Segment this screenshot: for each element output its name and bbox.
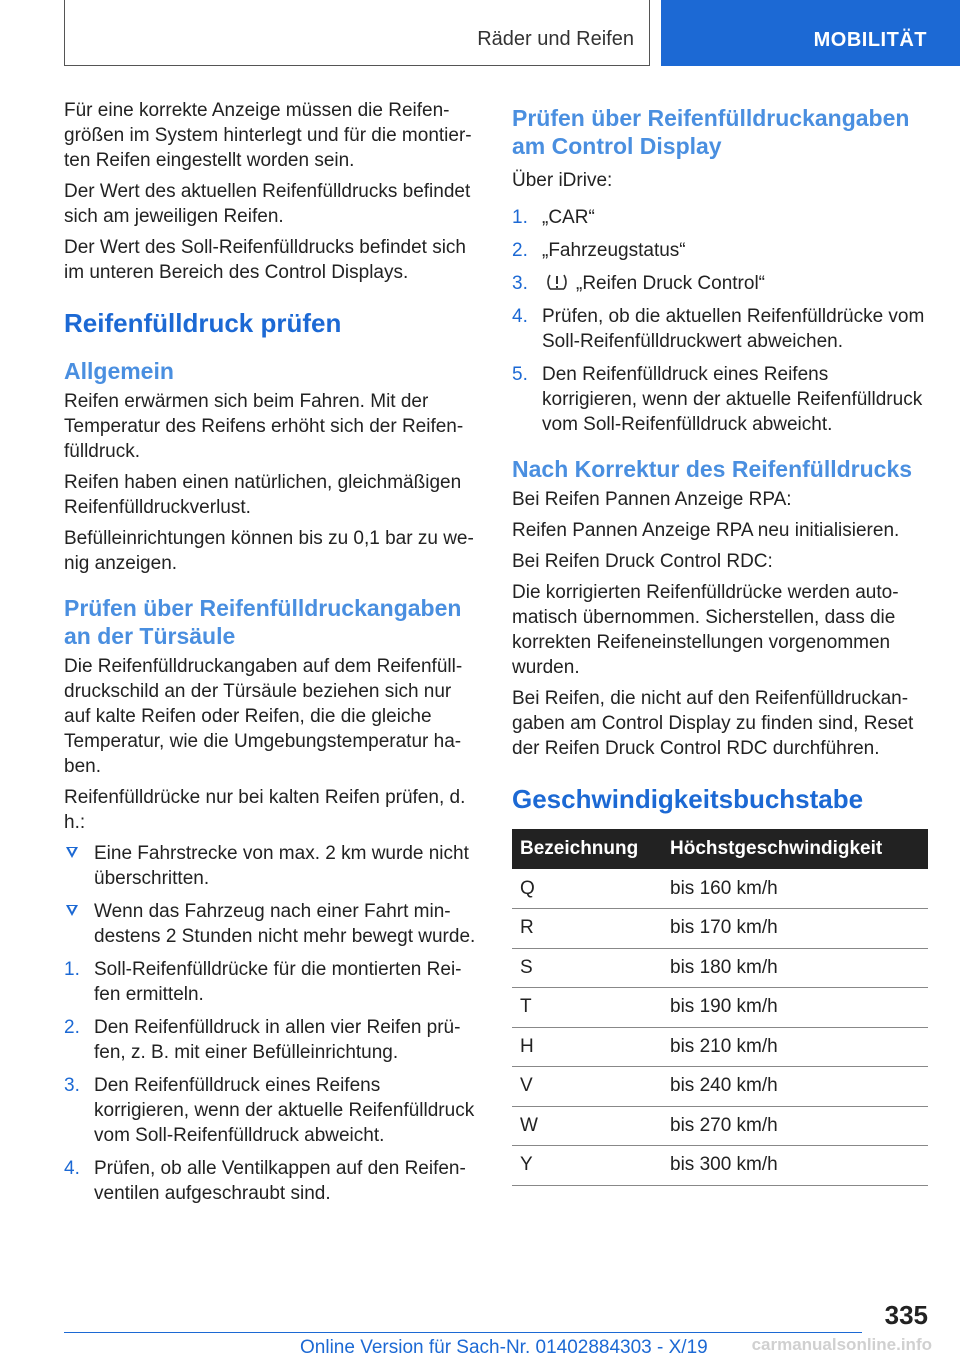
- step-text: Prüfen, ob alle Ventilkappen auf den Reifenventilen aufgeschraubt sind.: [94, 1158, 466, 1204]
- step-number: 4.: [64, 1158, 80, 1179]
- step-item: [64, 1073, 480, 1148]
- speed-letter: H: [512, 1027, 662, 1067]
- intro-paragraph: Der Wert des aktuellen Reifenfülldrucks befindet sich am jeweiligen Reifen.: [64, 181, 471, 227]
- section-heading-reifenfuelldruck: Reifenfülldruck prüfen: [64, 308, 342, 338]
- table-row: [512, 1067, 928, 1107]
- triangle-bullet-icon: [66, 847, 78, 858]
- left-column: [64, 98, 480, 1214]
- paragraph: Reifen Pannen Anzeige RPA neu initialisieren.: [512, 520, 900, 541]
- step-number: 2.: [512, 240, 528, 261]
- right-column: [512, 98, 928, 1186]
- list-item-text: Eine Fahrstrecke von max. 2 km wurde nicht überschritten.: [94, 843, 469, 889]
- bullet-list: [64, 841, 480, 949]
- footer-divider: [64, 1332, 862, 1333]
- step-text: „Fahrzeugstatus“: [542, 240, 686, 261]
- column-header-bezeichnung: Bezeichnung: [512, 829, 662, 869]
- subheading-tuersaeule: Prüfen über Reifenfülldruckangaben an der Türsäule: [64, 595, 462, 649]
- speed-letter: S: [512, 948, 662, 988]
- paragraph: Die korrigierten Reifenfülldrücke werden automatisch übernommen. Sicherstellen, dass die korrekten Reifeneinstellungen vorgenommen wurden.: [512, 582, 899, 678]
- step-text: Den Reifenfülldruck in allen vier Reifen prüfen, z. B. mit einer Befülleinrichtung.: [94, 1017, 461, 1063]
- step-text: „CAR“: [542, 207, 595, 228]
- speed-value: bis 240 km/h: [662, 1067, 928, 1107]
- step-number: 3.: [64, 1075, 80, 1096]
- header-chapter-tab[interactable]: [661, 0, 960, 66]
- step-number: 5.: [512, 364, 528, 385]
- paragraph: Über iDrive:: [512, 170, 613, 191]
- speed-value: bis 210 km/h: [662, 1027, 928, 1067]
- triangle-bullet-icon: [66, 905, 78, 916]
- watermark: carmanualsonline.info: [751, 1335, 932, 1354]
- table-row: [512, 1106, 928, 1146]
- section-heading-speed: Geschwindigkeitsbuchstabe: [512, 784, 864, 814]
- step-item: [512, 271, 928, 296]
- speed-value: bis 170 km/h: [662, 909, 928, 949]
- step-number: 1.: [512, 207, 528, 228]
- step-item: [64, 957, 480, 1007]
- step-item: [512, 304, 928, 354]
- page-number: 335: [884, 1300, 928, 1330]
- table-row: [512, 948, 928, 988]
- step-item: [512, 238, 928, 263]
- table-row: [512, 869, 928, 909]
- speed-letter: Y: [512, 1146, 662, 1186]
- speed-value: bis 180 km/h: [662, 948, 928, 988]
- step-text: Soll-Reifenfülldrücke für die montierten Reifen ermitteln.: [94, 959, 462, 1005]
- step-text: Prüfen, ob die aktuellen Reifenfülldrücke vom Soll-Reifenfülldruckwert abweichen.: [542, 306, 925, 352]
- list-item: [64, 841, 480, 891]
- paragraph: Bei Reifen, die nicht auf den Reifenfülldruckangaben am Control Display zu finden sind, Reset der Reifen Druck Control RDC durchführen.: [512, 688, 914, 759]
- paragraph: Reifenfülldrücke nur bei kalten Reifen prüfen, d. h.:: [64, 787, 466, 833]
- step-number: 1.: [64, 959, 80, 980]
- step-text: Den Reifenfülldruck eines Reifens korrigieren, wenn der aktuelle Reifenfülldruck vom Soll-Reifenfülldruck abweicht.: [94, 1075, 475, 1146]
- paragraph: Befülleinrichtungen können bis zu 0,1 bar zu wenig anzeigen.: [64, 528, 474, 574]
- table-row: [512, 1146, 928, 1186]
- tire-pressure-warning-icon: [544, 272, 570, 292]
- paragraph: Bei Reifen Druck Control RDC:: [512, 551, 773, 572]
- paragraph: Die Reifenfülldruckangaben auf dem Reifenfülldruckschild an der Türsäule beziehen sich nur auf kalte Reifen oder Reifen, die die gleiche Temperatur, wie die Umgebungstemperatur haben.: [64, 656, 463, 777]
- numbered-steps: [64, 957, 480, 1206]
- speed-letter: T: [512, 988, 662, 1028]
- step-item: [64, 1015, 480, 1065]
- speed-value: bis 270 km/h: [662, 1106, 928, 1146]
- step-item: [64, 1156, 480, 1206]
- paragraph: Bei Reifen Pannen Anzeige RPA:: [512, 489, 792, 510]
- header-chapter-label: MOBILITÄT: [813, 29, 927, 51]
- step-item: [512, 205, 928, 230]
- paragraph: Reifen haben einen natürlichen, gleichmäßigen Reifenfülldruckverlust.: [64, 472, 462, 518]
- column-header-hoechstgeschwindigkeit: Höchstgeschwindigkeit: [662, 829, 928, 869]
- speed-letter: V: [512, 1067, 662, 1107]
- paragraph: Reifen erwärmen sich beim Fahren. Mit der Temperatur des Reifens erhöht sich der Reifenfülldruck.: [64, 391, 464, 462]
- speed-value: bis 190 km/h: [662, 988, 928, 1028]
- intro-paragraph: Für eine korrekte Anzeige müssen die Reifengrößen im System hinterlegt und für die montierten Reifen eingestellt worden sein.: [64, 100, 472, 171]
- subheading-allgemein: Allgemein: [64, 358, 174, 384]
- numbered-steps: [512, 205, 928, 437]
- footer-version-text: Online Version für Sach-Nr. 01402884303 - X/19: [300, 1337, 708, 1358]
- subheading-control-display: Prüfen über Reifenfülldruckangaben am Control Display: [512, 105, 910, 159]
- table-header-row: [512, 829, 928, 869]
- speed-letter: Q: [512, 869, 662, 909]
- speed-value: bis 300 km/h: [662, 1146, 928, 1186]
- table-row: [512, 1027, 928, 1067]
- table-row: [512, 909, 928, 949]
- step-text: „Reifen Druck Control“: [576, 273, 765, 294]
- table-row: [512, 988, 928, 1028]
- speed-letter: R: [512, 909, 662, 949]
- step-number: 2.: [64, 1017, 80, 1038]
- speed-letter: W: [512, 1106, 662, 1146]
- speed-rating-table: [512, 829, 928, 1186]
- header-section-title: Räder und Reifen: [477, 28, 634, 50]
- speed-value: bis 160 km/h: [662, 869, 928, 909]
- intro-paragraph: Der Wert des Soll-Reifenfülldrucks befindet sich im unteren Bereich des Control Displays.: [64, 237, 466, 283]
- subheading-korrektur: Nach Korrektur des Reifenfülldrucks: [512, 456, 913, 482]
- step-item: [512, 362, 928, 437]
- page-header: [0, 0, 960, 66]
- list-item: [64, 899, 480, 949]
- step-text: Den Reifenfülldruck eines Reifens korrigieren, wenn der aktuelle Reifenfülldruck vom Soll-Reifenfülldruck abweicht.: [542, 364, 923, 435]
- step-number: 4.: [512, 306, 528, 327]
- step-number: 3.: [512, 273, 528, 294]
- list-item-text: Wenn das Fahrzeug nach einer Fahrt mindestens 2 Stunden nicht mehr bewegt wurde.: [94, 901, 476, 947]
